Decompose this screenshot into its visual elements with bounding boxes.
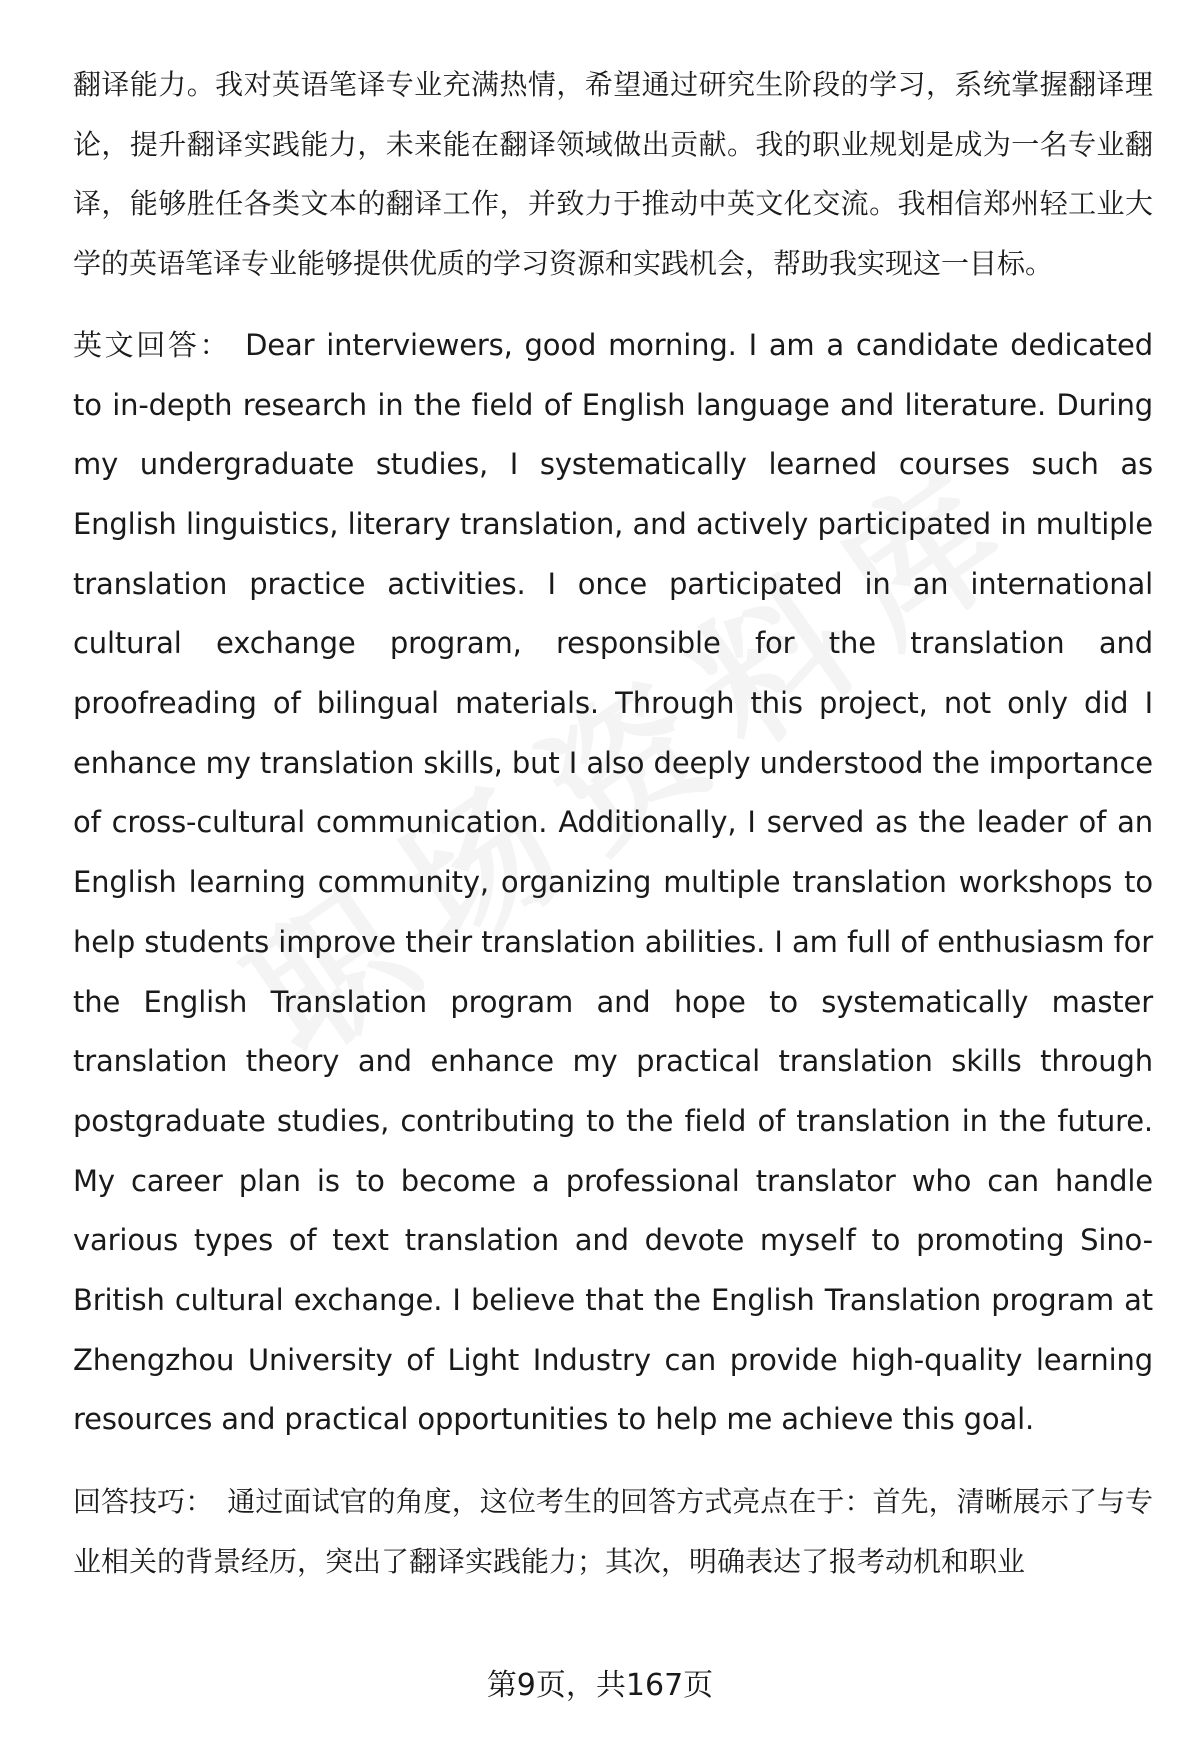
- page-number-footer: 第9页，共167页: [486, 1668, 714, 1703]
- paragraph-spacer: [73, 294, 1153, 316]
- english-answer-text: Dear interviewers, good morning. I am a candidate dedicated to in-depth research in the field of English language and literature. During my undergraduate studies, I systematically learned courses such as English linguistics, literary translation, and actively participated in multiple translation practice activities. I once participated in an international cultural exchange program, responsible for the translation and proofreading of bilingual materials. Through this project, not only did I enhance my translation skills, but I also deeply understood the importance of cross-cultural communication. Additionally, I served as the leader of an English learning community, organizing multiple translation workshops to help students improve their translation abilities. I am full of enthusiasm for the English Translation program and hope to systematically master translation theory and enhance my practical translation skills through postgraduate studies, contributing to the field of translation in the future. My career plan is to become a professional translator who can handle various types of text translation and devote myself to promoting Sino-British cultural exchange. I believe that the English Translation program at Zhengzhou University of Light Industry can provide high-quality learning resources and practical opportunities to help me achieve this goal.: [73, 327, 1153, 1437]
- paragraph-answer-tips: [73, 1472, 1153, 1591]
- paragraph-spacer: [73, 1450, 1153, 1472]
- answer-tips-text: 通过面试官的角度，这位考生的回答方式亮点在于：首先，清晰展示了与专业相关的背景经历，突出了翻译实践能力；其次，明确表达了报考动机和职业: [73, 1485, 1153, 1578]
- paragraph-chinese-continuation: 翻译能力。我对英语笔译专业充满热情，希望通过研究生阶段的学习，系统掌握翻译理论，提升翻译实践能力，未来能在翻译领域做出贡献。我的职业规划是成为一名专业翻译，能够胜任各类文本的翻译工作，并致力于推动中英文化交流。我相信郑州轻工业大学的英语笔译专业能够提供优质的学习资源和实践机会，帮助我实现这一目标。: [73, 68, 1153, 281]
- document-body: [73, 55, 1153, 1592]
- answer-tips-label: 回答技巧：: [73, 1485, 214, 1519]
- english-answer-label: 英文回答：: [73, 327, 232, 362]
- paragraph-english-answer: [73, 316, 1153, 1450]
